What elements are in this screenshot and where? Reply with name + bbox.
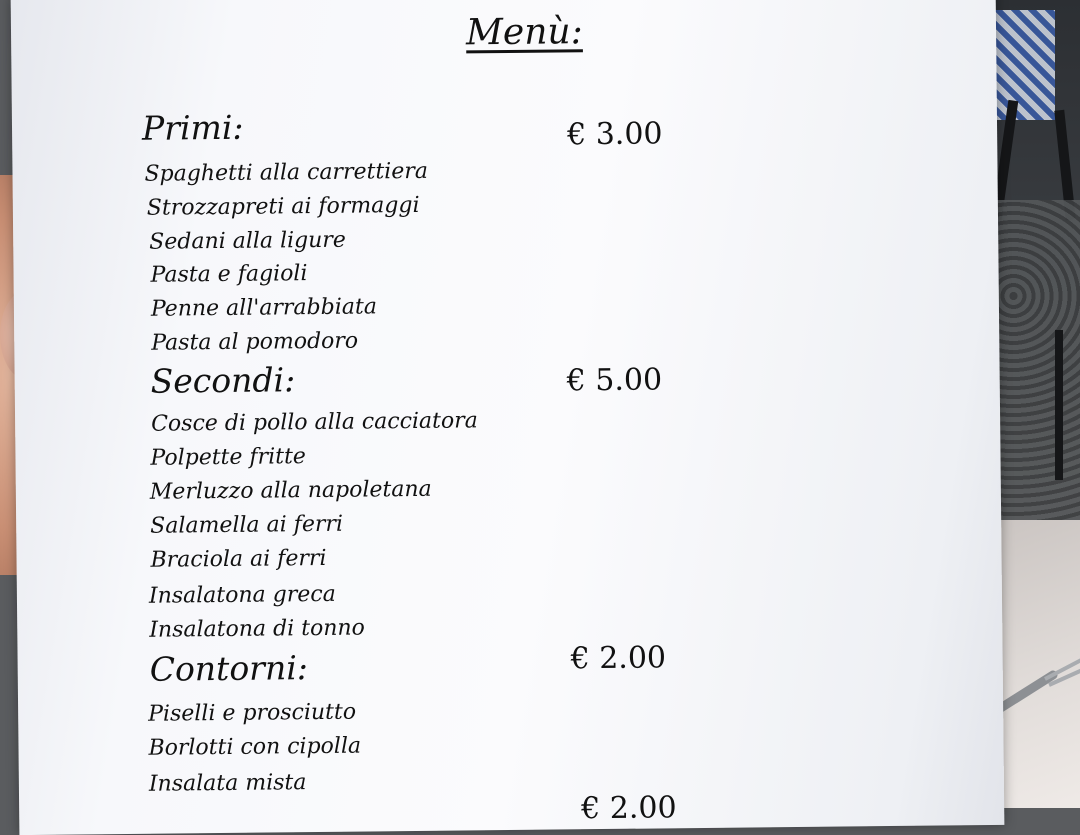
menu-item: Pasta al pomodoro <box>151 328 359 356</box>
section-price-partial: € 2.00 <box>580 790 677 827</box>
menu-item: Piselli e prosciutto <box>148 699 357 727</box>
menu-item: Cosce di pollo alla cacciatora <box>150 408 478 437</box>
menu-item: Merluzzo alla napoletana <box>149 476 432 505</box>
section-heading-secondi: Secondi: <box>150 360 296 401</box>
menu-item: Salamella ai ferri <box>150 511 344 539</box>
menu-item: Insalatona di tonno <box>149 615 365 643</box>
menu-item: Penne all'arrabbiata <box>150 294 378 322</box>
section-price-secondi: € 5.00 <box>566 362 663 399</box>
menu-item: Pasta e fagioli <box>150 261 308 288</box>
menu-item: Braciola ai ferri <box>150 545 327 573</box>
section-heading-primi: Primi: <box>141 107 244 148</box>
menu-item: Strozzapreti ai formaggi <box>146 192 420 221</box>
menu-item: Spaghetti alla carrettiera <box>144 158 429 187</box>
menu-item: Insalatona greca <box>148 581 336 609</box>
menu-item: Polpette fritte <box>150 444 306 471</box>
menu-sheet <box>11 0 1005 835</box>
menu-title: Menù: <box>465 11 583 54</box>
section-heading-contorni: Contorni: <box>149 648 309 689</box>
section-price-contorni: € 2.00 <box>570 640 667 677</box>
menu-item: Borlotti con cipolla <box>148 733 362 761</box>
section-price-primi: € 3.00 <box>566 116 663 153</box>
menu-item: Insalata mista <box>148 770 307 797</box>
chair-leg <box>1055 330 1063 480</box>
menu-item: Sedani alla ligure <box>149 227 346 255</box>
